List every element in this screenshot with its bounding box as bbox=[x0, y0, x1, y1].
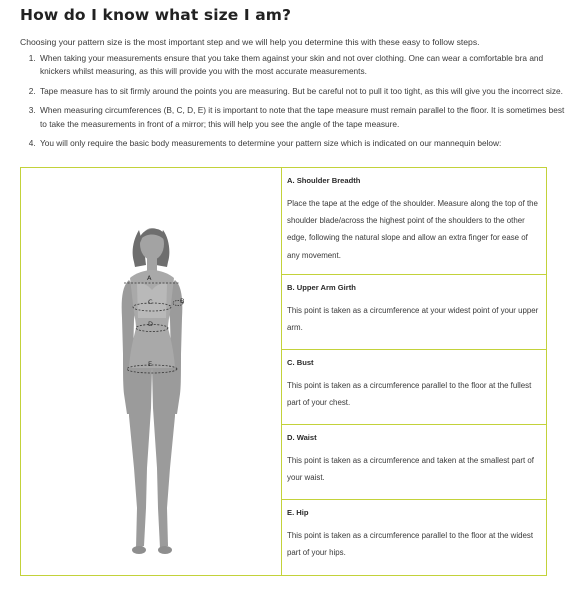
measurement-title: A. Shoulder Breadth bbox=[287, 176, 361, 185]
intro-text: Choosing your pattern size is the most important step and we will help you determine this with these easy to follow steps. bbox=[20, 37, 480, 47]
measurement-text: This point is taken as a circumference parallel to the floor at the fullest part of your chest. bbox=[287, 381, 532, 408]
measurement-text: This point is taken as a circumference at your widest point of your upper arm. bbox=[287, 306, 539, 333]
mannequin-cell bbox=[21, 168, 282, 575]
step-item: 3. When measuring circumferences (B, C, D, E) it is important to note that the tape measure must remain parallel to the floor. It is sometimes best to take the measurements in front of a mirror; this will help you see the angle of the tape measure. bbox=[38, 104, 568, 131]
point-label-d: D bbox=[148, 320, 154, 328]
steps-list bbox=[20, 52, 568, 150]
mannequin-illustration bbox=[21, 168, 281, 575]
measurement-row-waist bbox=[282, 425, 546, 500]
step-item: 1. When taking your measurements ensure that you take them against your skin and not over clothing. One can wear a comfortable bra and knickers whilst measuring, as this will provide you with the most accurate measurements. bbox=[38, 52, 568, 79]
measurement-text: Place the tape at the edge of the shoulder. Measure along the top of the shoulder blade/across the highest point of the shoulders to the other edge, following the natural slope and allow an extra finger for ease of any movement. bbox=[287, 199, 538, 260]
measurement-title: C. Bust bbox=[287, 358, 314, 367]
page-title: How do I know what size I am? bbox=[20, 6, 292, 24]
measurement-text: This point is taken as a circumference and taken at the smallest part of your waist. bbox=[287, 456, 534, 483]
mannequin-neck bbox=[147, 258, 157, 272]
mannequin-right-leg bbox=[152, 368, 175, 548]
measurement-row-upper-arm-girth bbox=[282, 275, 546, 350]
step-item: 4. You will only require the basic body measurements to determine your pattern size which is indicated on our mannequin below: bbox=[38, 137, 568, 150]
mannequin-left-leg bbox=[129, 368, 152, 548]
mannequin-right-foot bbox=[158, 546, 172, 554]
measurement-row-hip bbox=[282, 500, 546, 575]
point-label-b: B bbox=[180, 297, 185, 305]
measurement-text: This point is taken as a circumference parallel to the floor at the widest part of your hips. bbox=[287, 531, 534, 558]
point-label-c: C bbox=[148, 298, 153, 306]
measurement-row-shoulder-breadth bbox=[282, 168, 546, 275]
measurement-title: B. Upper Arm Girth bbox=[287, 283, 356, 292]
measurement-panel bbox=[20, 167, 547, 576]
mannequin-left-foot bbox=[132, 546, 146, 554]
measurement-descriptions bbox=[282, 168, 546, 575]
measurement-row-bust bbox=[282, 350, 546, 425]
point-label-e: E bbox=[148, 360, 153, 368]
measurement-title: E. Hip bbox=[287, 508, 309, 517]
point-label-a: A bbox=[147, 274, 152, 282]
measurement-title: D. Waist bbox=[287, 433, 317, 442]
step-item: 2. Tape measure has to sit firmly around the points you are measuring. But be careful not to pull it too tight, as this will give you the incorrect size. bbox=[38, 85, 568, 98]
mannequin-torso bbox=[129, 270, 175, 368]
